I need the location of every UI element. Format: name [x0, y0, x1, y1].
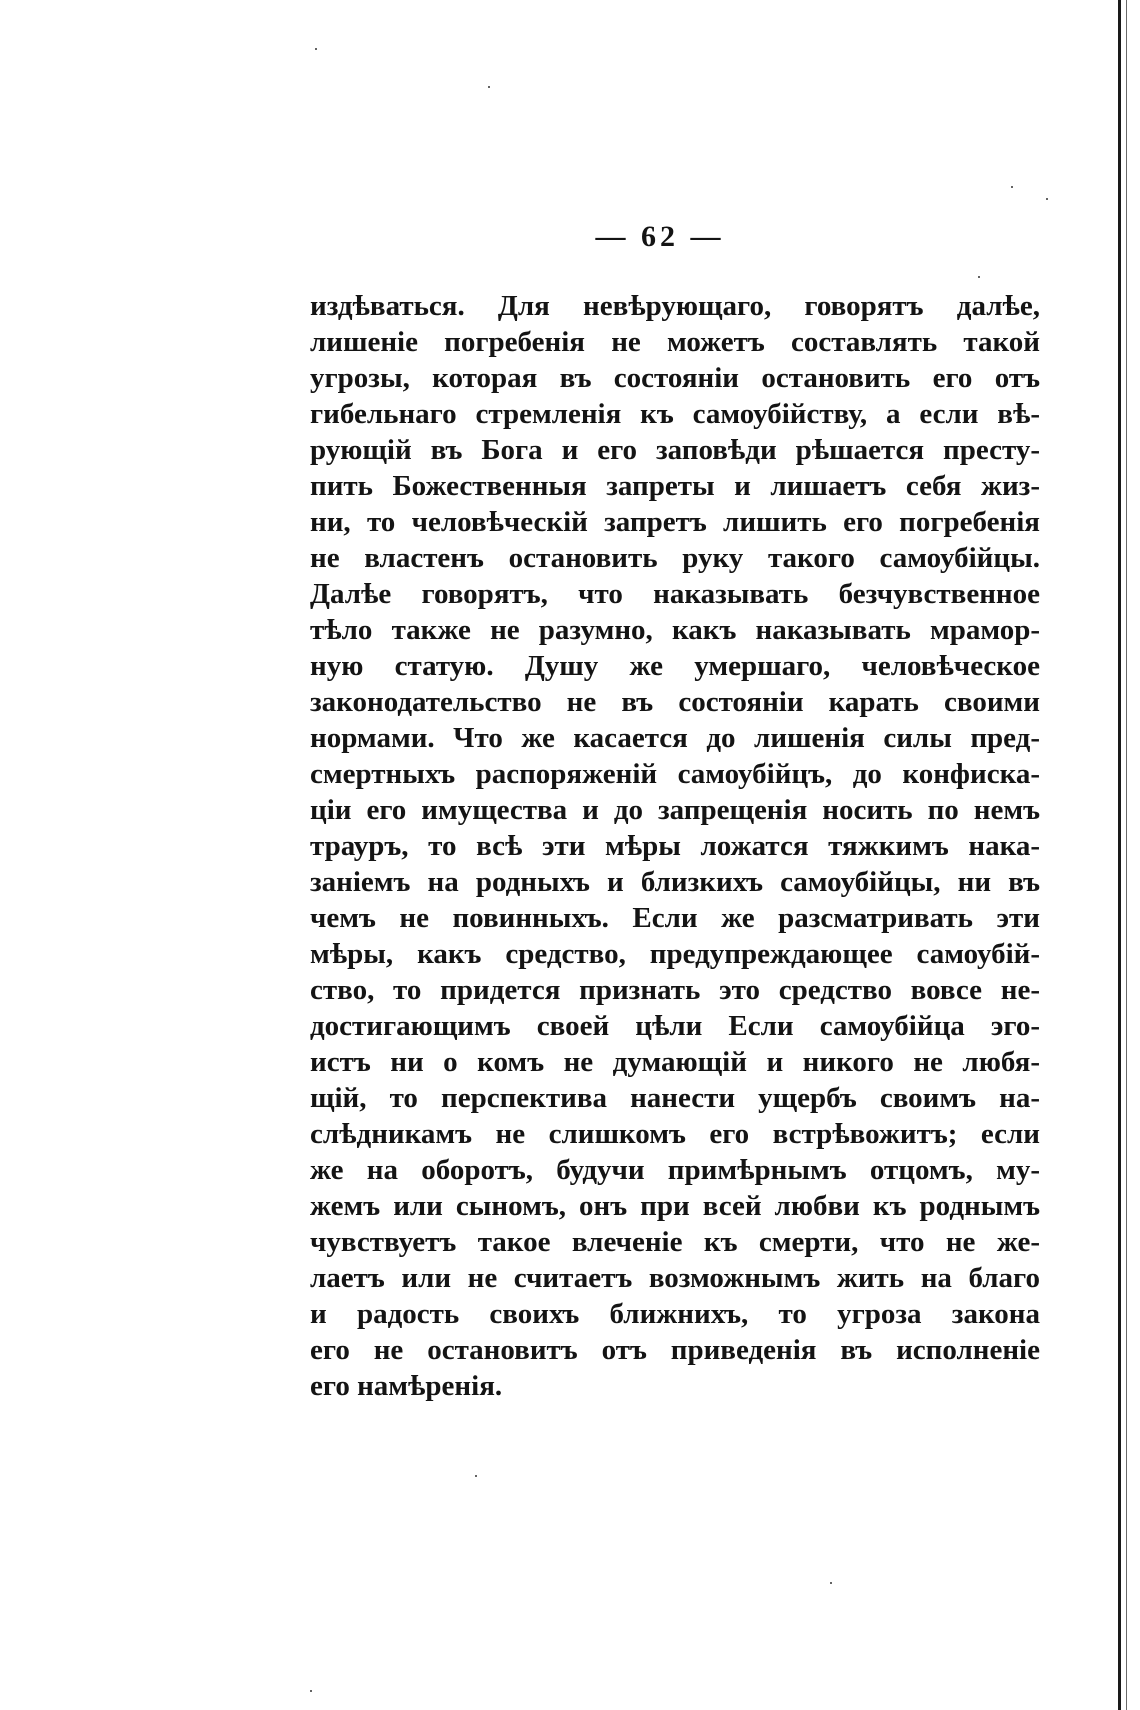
text-line: нормами. Что же касается до лишенія силы пред-	[310, 722, 1040, 754]
scan-speck	[1046, 198, 1048, 200]
text-line: не властенъ остановить руку такого самоубійцы.	[310, 542, 1040, 574]
scan-speck	[1011, 186, 1013, 188]
scan-speck	[315, 48, 317, 50]
binding-edge-shadow	[1118, 0, 1121, 1710]
body-text	[310, 288, 1040, 1404]
text-line: заніемъ на родныхъ и близкихъ самоубійцы, ни въ	[310, 866, 1040, 898]
page-number: — 62 —	[595, 220, 725, 253]
text-line: Далѣе говорятъ, что наказывать безчувственное	[310, 578, 1040, 610]
text-line: ціи его имущества и до запрещенія носить по немъ	[310, 794, 1040, 826]
text-line: достигающимъ своей цѣли Если самоубійца эго-	[310, 1010, 1040, 1042]
text-line: смертныхъ распоряженій самоубійцъ, до конфиска-	[310, 758, 1040, 790]
text-line: тѣло также не разумно, какъ наказывать мрамор-	[310, 614, 1040, 646]
text-line: издѣваться. Для невѣрующаго, говорятъ далѣе,	[310, 290, 1040, 322]
text-line: чемъ не повинныхъ. Если же разсматривать эти	[310, 902, 1040, 934]
scan-speck	[310, 1690, 312, 1692]
scan-speck	[978, 276, 980, 278]
text-line: трауръ, то всѣ эти мѣры ложатся тяжкимъ нака-	[310, 830, 1040, 862]
text-line: ство, то придется признать это средство вовсе не-	[310, 974, 1040, 1006]
text-line: угрозы, которая въ состояніи остановить его отъ	[310, 362, 1040, 394]
scan-speck	[475, 1475, 477, 1477]
text-line: гибельнаго стремленія къ самоубійству, а если вѣ-	[310, 398, 1040, 430]
text-line: и радость своихъ ближнихъ, то угроза закона	[310, 1298, 1040, 1330]
text-line: ную статую. Душу же умершаго, человѣческое	[310, 650, 1040, 682]
text-line: слѣдникамъ не слишкомъ его встрѣвожитъ; если	[310, 1118, 1040, 1150]
text-line: лаетъ или не считаетъ возможнымъ жить на благо	[310, 1262, 1040, 1294]
text-line: истъ ни о комъ не думающій и никого не любя-	[310, 1046, 1040, 1078]
text-line: пить Божественныя запреты и лишаетъ себя жиз-	[310, 470, 1040, 502]
text-line: чувствуетъ такое влеченіе къ смерти, что не же-	[310, 1226, 1040, 1258]
text-line: же на оборотъ, будучи примѣрнымъ отцомъ, му-	[310, 1154, 1040, 1186]
scan-speck	[488, 86, 490, 88]
text-line: его намѣренія.	[310, 1370, 503, 1402]
binding-edge-line	[1126, 0, 1127, 1710]
text-line: ни, то человѣческій запретъ лишить его погребенія	[310, 506, 1040, 538]
text-line: рующій въ Бога и его заповѣди рѣшается престу-	[310, 434, 1040, 466]
scan-speck	[830, 1582, 832, 1584]
text-line: его не остановитъ отъ приведенія въ исполненіе	[310, 1334, 1040, 1366]
text-line: жемъ или сыномъ, онъ при всей любви къ роднымъ	[310, 1190, 1040, 1222]
text-line: щій, то перспектива нанести ущербъ своимъ на-	[310, 1082, 1040, 1114]
text-line: мѣры, какъ средство, предупреждающее самоубій-	[310, 938, 1040, 970]
text-line: лишеніе погребенія не можетъ составлять такой	[310, 326, 1040, 358]
text-line: законодательство не въ состояніи карать своими	[310, 686, 1040, 718]
